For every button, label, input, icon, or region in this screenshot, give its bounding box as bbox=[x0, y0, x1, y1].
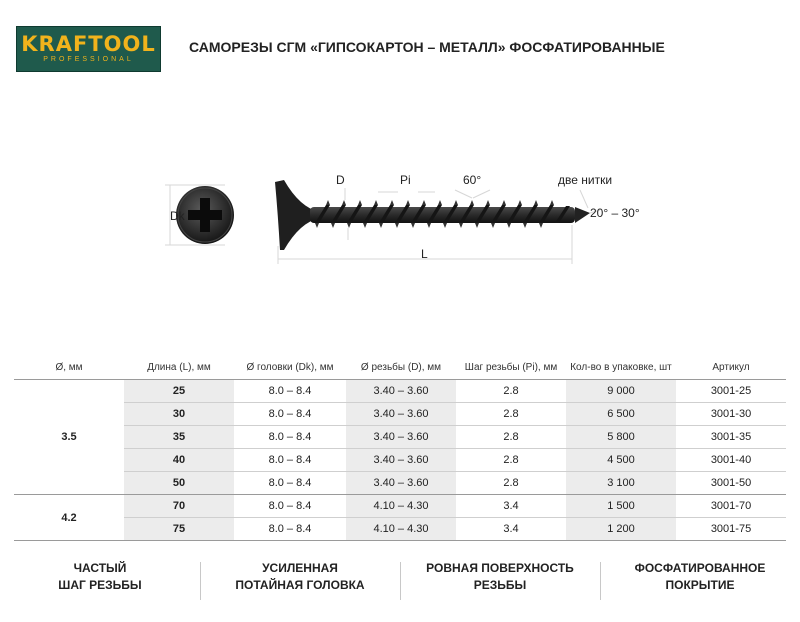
article-cell: 3001-35 bbox=[676, 426, 786, 449]
header-article: Артикул bbox=[712, 361, 750, 373]
header-head-diameter: Ø головки (Dk), мм bbox=[246, 361, 334, 373]
article-cell: 3001-70 bbox=[676, 495, 786, 518]
article-cell: 3001-40 bbox=[676, 449, 786, 472]
header-length: Длина (L), мм bbox=[147, 361, 211, 373]
brand-logo bbox=[16, 26, 161, 72]
feature-line: РЕЗЬБЫ bbox=[473, 578, 527, 592]
head-cell: 8.0 – 8.4 bbox=[234, 472, 346, 495]
diameter-cell: 4.2 bbox=[14, 495, 124, 541]
table-header-row bbox=[14, 355, 786, 380]
table-row bbox=[14, 495, 786, 518]
header-quantity: Кол-во в упаковке, шт bbox=[570, 361, 672, 373]
feature-item bbox=[0, 560, 200, 594]
head-cell: 8.0 – 8.4 bbox=[234, 380, 346, 403]
l-label: L bbox=[421, 247, 428, 261]
header-diameter: Ø, мм bbox=[55, 361, 83, 373]
thread-cell: 4.10 – 4.30 bbox=[346, 518, 456, 541]
feature-line: РОВНАЯ ПОВЕРХНОСТЬ bbox=[426, 561, 574, 575]
pitch-cell: 2.8 bbox=[456, 472, 566, 495]
article-cell: 3001-50 bbox=[676, 472, 786, 495]
head-cell: 8.0 – 8.4 bbox=[234, 495, 346, 518]
screw-side-view bbox=[275, 180, 590, 250]
pitch-cell: 2.8 bbox=[456, 380, 566, 403]
quantity-cell: 3 100 bbox=[566, 472, 676, 495]
thread-cell: 3.40 – 3.60 bbox=[346, 380, 456, 403]
table-row bbox=[14, 449, 786, 472]
pitch-cell: 3.4 bbox=[456, 495, 566, 518]
feature-line: ПОКРЫТИЕ bbox=[665, 578, 735, 592]
article-cell: 3001-30 bbox=[676, 403, 786, 426]
diameter-cell: 3.5 bbox=[14, 380, 124, 495]
pitch-cell: 2.8 bbox=[456, 426, 566, 449]
length-cell: 75 bbox=[124, 518, 234, 541]
quantity-cell: 6 500 bbox=[566, 403, 676, 426]
pitch-cell: 2.8 bbox=[456, 449, 566, 472]
header-thread-diameter: Ø резьбы (D), мм bbox=[360, 361, 442, 373]
two-threads-label: две нитки bbox=[558, 173, 613, 187]
feature-line: ЧАСТЫЙ bbox=[73, 561, 127, 575]
head-cell: 8.0 – 8.4 bbox=[234, 426, 346, 449]
pitch-cell: 3.4 bbox=[456, 518, 566, 541]
feature-item bbox=[200, 560, 400, 594]
length-cell: 50 bbox=[124, 472, 234, 495]
article-cell: 3001-75 bbox=[676, 518, 786, 541]
feature-list bbox=[0, 560, 800, 604]
header-pitch: Шаг резьбы (Pi), мм bbox=[464, 361, 558, 373]
quantity-cell: 1 200 bbox=[566, 518, 676, 541]
pi-label: Pi bbox=[400, 173, 411, 187]
table-row bbox=[14, 426, 786, 449]
spec-table bbox=[14, 355, 786, 541]
thread-cell: 4.10 – 4.30 bbox=[346, 495, 456, 518]
tip-angle-label: 20° – 30° bbox=[590, 206, 640, 220]
thread-cell: 3.40 – 3.60 bbox=[346, 403, 456, 426]
angle-label: 60° bbox=[463, 173, 482, 187]
length-cell: 30 bbox=[124, 403, 234, 426]
thread-cell: 3.40 – 3.60 bbox=[346, 472, 456, 495]
feature-line: УСИЛЕННАЯ bbox=[262, 561, 338, 575]
table-row bbox=[14, 518, 786, 541]
head-cell: 8.0 – 8.4 bbox=[234, 518, 346, 541]
pitch-cell: 2.8 bbox=[456, 403, 566, 426]
quantity-cell: 4 500 bbox=[566, 449, 676, 472]
length-cell: 40 bbox=[124, 449, 234, 472]
dimension-lines bbox=[278, 188, 600, 264]
table-row bbox=[14, 403, 786, 426]
quantity-cell: 9 000 bbox=[566, 380, 676, 403]
feature-item bbox=[400, 560, 600, 594]
feature-line: ШАГ РЕЗЬБЫ bbox=[58, 578, 142, 592]
length-cell: 25 bbox=[124, 380, 234, 403]
thread-cell: 3.40 – 3.60 bbox=[346, 449, 456, 472]
d-label: D bbox=[336, 173, 345, 187]
dk-label: Dk bbox=[170, 209, 185, 223]
head-cell: 8.0 – 8.4 bbox=[234, 449, 346, 472]
quantity-cell: 5 800 bbox=[566, 426, 676, 449]
feature-line: ФОСФАТИРОВАННОЕ bbox=[634, 561, 766, 575]
feature-item bbox=[600, 560, 800, 594]
table-row bbox=[14, 472, 786, 495]
length-cell: 70 bbox=[124, 495, 234, 518]
table-row bbox=[14, 380, 786, 403]
thread-cell: 3.40 – 3.60 bbox=[346, 426, 456, 449]
brand-tagline: PROFESSIONAL bbox=[43, 56, 134, 63]
feature-line: ПОТАЙНАЯ ГОЛОВКА bbox=[235, 578, 365, 592]
length-cell: 35 bbox=[124, 426, 234, 449]
brand-name: KRAFTOOL bbox=[21, 32, 156, 56]
head-cell: 8.0 – 8.4 bbox=[234, 403, 346, 426]
article-cell: 3001-25 bbox=[676, 380, 786, 403]
quantity-cell: 1 500 bbox=[566, 495, 676, 518]
page-title: САМОРЕЗЫ СГМ «ГИПСОКАРТОН – МЕТАЛЛ» ФОСФАТИРОВАННЫЕ bbox=[189, 39, 665, 55]
